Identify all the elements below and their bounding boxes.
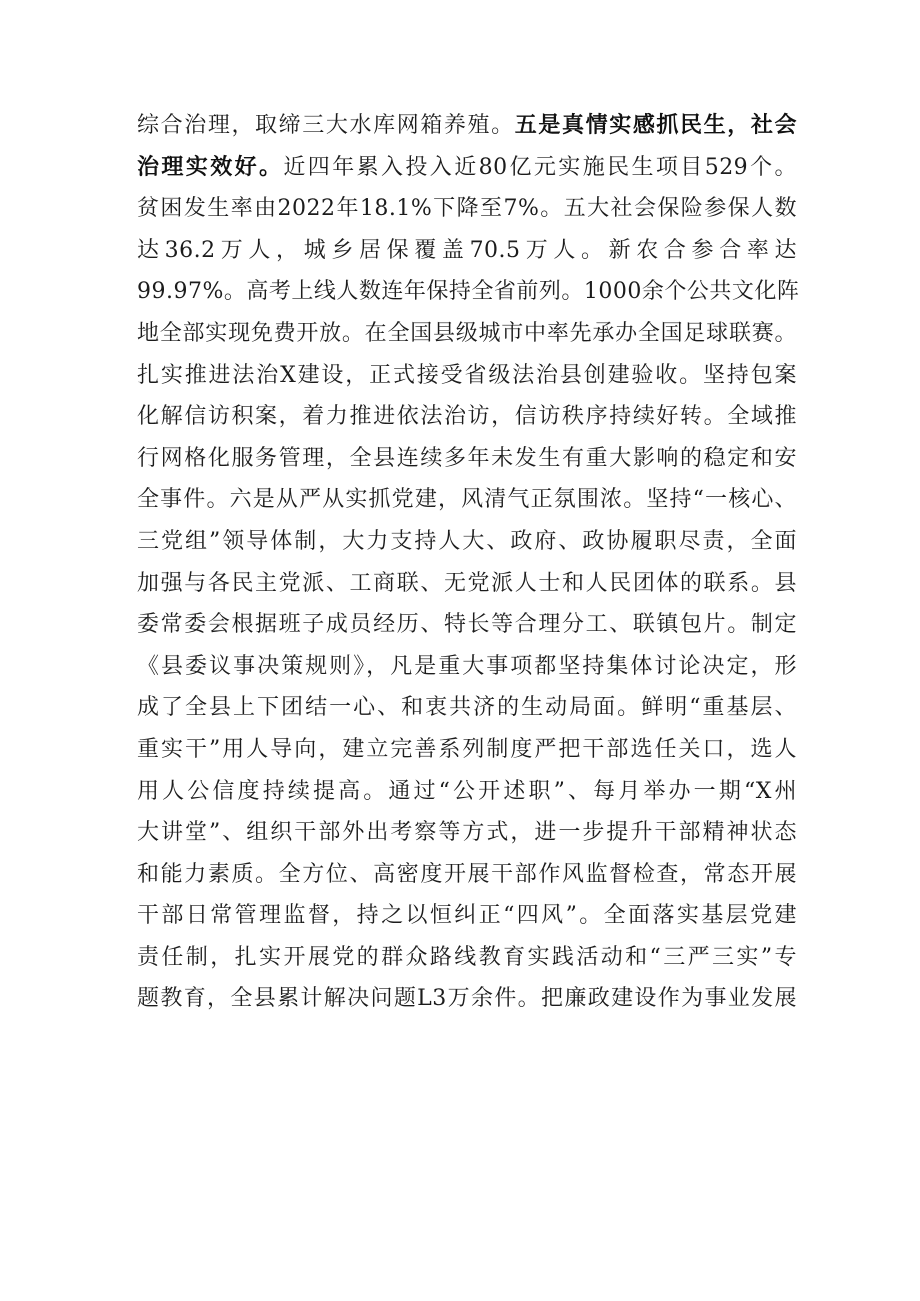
- bold-heading-text: 治理实效好。: [137, 154, 284, 180]
- body-text-segment: 委常委会根据班子成员经历、特长等合理分工、联镇包片。制定: [137, 612, 797, 638]
- text-line: [137, 237, 797, 279]
- body-text-segment: 《县委议事决策规则》，凡是重大事项都坚持集体讨论决定，形: [137, 653, 797, 679]
- body-text-segment: 成了全县上下团结一心、和衷共济的生动局面。鲜明“重基层、: [137, 695, 797, 721]
- text-line: [137, 320, 797, 362]
- body-text-segment: 全事件。六是从严从实抓党建，风清气正氛围浓。坚持“一核心、: [137, 487, 797, 513]
- text-line: [137, 528, 797, 570]
- body-text-segment: 近四年累入投入近80亿元实施民生项目529个。: [283, 154, 797, 180]
- body-text-segment: 扎实推进法治X建设，正式接受省级法治县创建验收。坚持包案: [137, 362, 797, 388]
- body-text-segment: 贫困发生率由2022年18.1%下降至7%。五大社会保险参保人数: [137, 196, 797, 222]
- text-line: [137, 902, 797, 944]
- text-line: [137, 486, 797, 528]
- text-line: [137, 112, 797, 154]
- text-line: [137, 445, 797, 487]
- body-text-segment: 化解信访积案，着力推进依法治访，信访秩序持续好转。全域推: [137, 404, 797, 430]
- body-text-segment: 和能力素质。全方位、高密度开展干部作风监督检查，常态开展: [137, 861, 797, 887]
- body-text-segment: 达36.2万人，城乡居保覆盖70.5万人。新农合参合率达: [137, 237, 797, 263]
- bold-heading-text: 五是真情实感抓民生，社会: [514, 113, 797, 138]
- text-line: [137, 611, 797, 653]
- text-line: [137, 653, 797, 695]
- body-text-segment: 加强与各民主党派、工商联、无党派人士和人民团体的联系。县: [137, 570, 797, 596]
- text-line: [137, 944, 797, 986]
- body-text-segment: 用人公信度持续提高。通过“公开述职”、每月举办一期“X州: [137, 778, 797, 804]
- text-line: [137, 778, 797, 820]
- text-line: [137, 985, 797, 1027]
- body-text-segment: 题教育，全县累计解决问题L3万余件。把廉政建设作为事业发展: [137, 986, 797, 1012]
- body-text-segment: 99.97%。高考上线人数连年保持全省前列。1000余个公共文化阵: [137, 279, 800, 305]
- body-text-segment: 行网格化服务管理，全县连续多年未发生有重大影响的稳定和安: [137, 445, 797, 471]
- text-line: [137, 278, 800, 320]
- body-text-segment: 大讲堂”、组织干部外出考察等方式，进一步提升干部精神状态: [137, 820, 797, 846]
- body-text-segment: 干部日常管理监督，持之以恒纠正“四风”。全面落实基层党建: [137, 903, 797, 929]
- text-line: [137, 694, 797, 736]
- body-text: [137, 112, 800, 1027]
- text-line: [137, 195, 797, 237]
- text-line: [137, 861, 797, 903]
- body-text-segment: 重实干”用人导向，建立完善系列制度严把干部选任关口，选人: [137, 736, 797, 762]
- text-line: [137, 736, 797, 778]
- body-text-segment: 责任制，扎实开展党的群众路线教育实践活动和“三严三实”专: [137, 944, 797, 970]
- text-line: [137, 570, 797, 612]
- text-line: [137, 819, 797, 861]
- text-line: [137, 362, 797, 404]
- text-line: [137, 154, 797, 196]
- body-text-segment: 地全部实现免费开放。在全国县级城市中率先承办全国足球联赛。: [137, 320, 797, 346]
- text-line: [137, 403, 797, 445]
- body-text-segment: 三党组”领导体制，大力支持人大、政府、政协履职尽责，全面: [137, 528, 797, 554]
- body-text-segment: 综合治理，取缔三大水库网箱养殖。: [137, 113, 515, 138]
